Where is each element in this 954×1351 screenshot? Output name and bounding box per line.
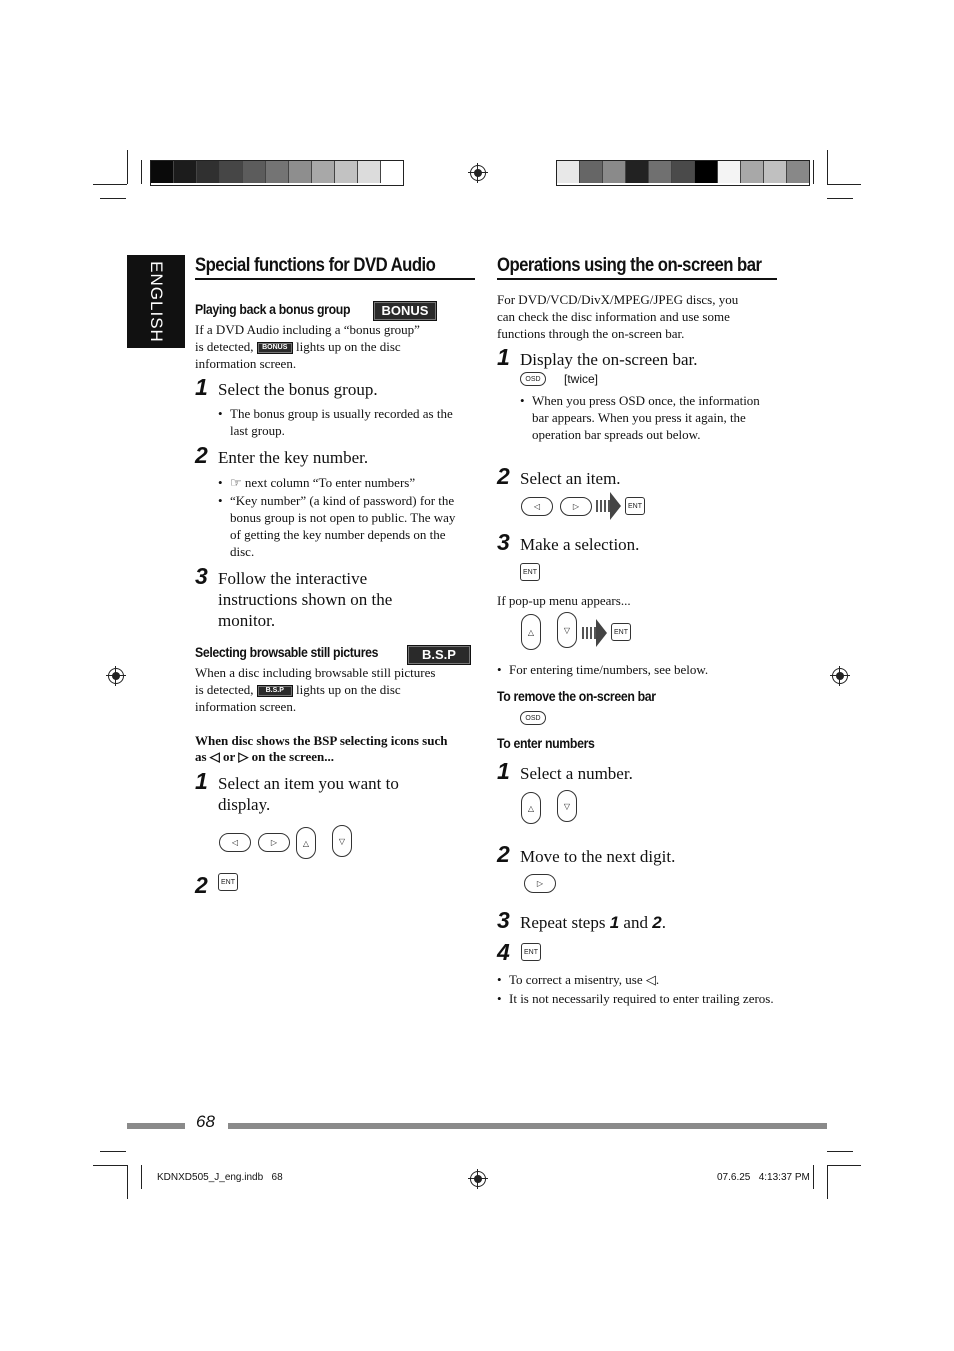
page-bar-right [228, 1123, 827, 1129]
left-key-icon: ◁ [521, 497, 553, 516]
step-number: 4 [497, 939, 510, 965]
down-key-icon: ▽ [332, 825, 352, 857]
step-text: Make a selection. [520, 535, 640, 554]
right-key-icon: ▷ [258, 833, 290, 852]
up-key-icon: △ [296, 827, 316, 859]
step-number: 1 [195, 374, 208, 400]
bullet-list [497, 661, 777, 678]
intro-paragraph: For DVD/VCD/DivX/MPEG/JPEG discs, you can check the disc information and use some functions through the on-screen bar. [497, 292, 739, 341]
down-key-icon: ▽ [557, 612, 577, 648]
bonus-paragraph: If a DVD Audio including a “bonus group” is detected, BONUS lights up on the disc information screen. [195, 322, 420, 371]
remove-bar-heading: To remove the on-screen bar [497, 688, 656, 704]
step-text: Select the bonus group. [218, 380, 378, 399]
list-item: • To correct a misentry, use ◁. [497, 971, 777, 988]
bullet-list [497, 971, 777, 1007]
step-text: Follow the interactive instructions shown on the monitor. [218, 569, 393, 630]
bonus-inline-badge: BONUS [257, 342, 293, 354]
language-tab [127, 255, 185, 348]
ent-key-icon: ENT [521, 943, 541, 961]
list-item: • For entering time/numbers, see below. [497, 661, 777, 678]
timestamp-slug: 07.6.25 4:13:37 PM [717, 1172, 810, 1183]
bonus-badge: BONUS [373, 301, 437, 321]
step-number: 2 [195, 442, 208, 468]
step-number: 1 [497, 758, 510, 784]
bsp-paragraph: When a disc including browsable still pictures is detected, B.S.P lights up on the disc information screen. [195, 665, 436, 714]
step-number: 3 [195, 563, 208, 589]
osd-key-icon: OSD [520, 372, 546, 386]
list-item: • The bonus group is usually recorded as the last group. [218, 405, 468, 439]
arrow-right-icon [582, 618, 608, 648]
list-item: • It is not necessarily required to enter trailing zeros. [497, 990, 777, 1007]
ent-key-icon: ENT [218, 873, 238, 891]
step-number: 1 [497, 344, 510, 370]
step-text: Move to the next digit. [520, 847, 676, 866]
popup-note: If pop-up menu appears... [497, 593, 631, 608]
section-title-on-screen-bar: Operations using the on-screen bar [497, 255, 762, 276]
bullet-list [520, 392, 776, 443]
step-text: Select an item. [520, 469, 621, 488]
left-key-icon: ◁ [219, 833, 251, 852]
right-key-icon: ▷ [560, 497, 592, 516]
bullet-list [218, 405, 468, 439]
up-key-icon: △ [521, 792, 541, 824]
registration-mark-icon [470, 165, 486, 181]
list-item: • ☞ next column “To enter numbers” [218, 474, 468, 491]
section-title-dvd-audio: Special functions for DVD Audio [195, 255, 436, 276]
step-number: 3 [497, 907, 510, 933]
list-item: • “Key number” (a kind of password) for the bonus group is not open to public. The way of getting the key number depends on the disc. [218, 492, 468, 560]
section-rule [195, 278, 475, 280]
up-key-icon: △ [521, 614, 541, 650]
twice-label: [twice] [564, 372, 599, 386]
bullet-list [218, 474, 468, 560]
color-bar-right [556, 160, 810, 186]
page-bar-left [127, 1123, 185, 1129]
step-text: Display the on-screen bar. [520, 350, 698, 369]
arrow-right-icon [596, 491, 622, 521]
step-number: 2 [195, 872, 208, 898]
color-bar-left [150, 160, 404, 186]
bsp-inline-badge: B.S.P [257, 685, 293, 697]
bsp-note: When disc shows the BSP selecting icons such as ◁ or ▷ on the screen... [195, 733, 448, 764]
right-key-icon: ▷ [524, 874, 556, 893]
step-number: 1 [195, 768, 208, 794]
registration-mark-icon [470, 1171, 486, 1187]
bonus-heading: Playing back a bonus group [195, 301, 351, 317]
step-number: 2 [497, 841, 510, 867]
section-rule [497, 278, 777, 280]
ent-key-icon: ENT [520, 563, 540, 581]
step-text: Enter the key number. [218, 448, 369, 467]
step-text: Repeat steps 1 and 2. [520, 913, 666, 932]
step-text: Select an item you want to display. [218, 774, 399, 814]
registration-mark-icon [108, 668, 124, 684]
page-number: 68 [196, 1112, 215, 1131]
step-number: 2 [497, 463, 510, 489]
ent-key-icon: ENT [625, 497, 645, 515]
enter-numbers-heading: To enter numbers [497, 735, 595, 751]
list-item: • When you press OSD once, the information bar appears. When you press it again, the operation bar spreads out below. [520, 392, 776, 443]
ent-key-icon: ENT [611, 623, 631, 641]
file-slug: KDNXD505_J_eng.indb 68 [157, 1172, 283, 1183]
registration-mark-icon [832, 668, 848, 684]
language-tab-label: ENGLISH [147, 260, 166, 343]
osd-key-icon: OSD [520, 711, 546, 725]
bsp-heading: Selecting browsable still pictures [195, 644, 379, 660]
step-text: Select a number. [520, 764, 633, 783]
bsp-badge: B.S.P [407, 645, 471, 665]
down-key-icon: ▽ [557, 790, 577, 822]
step-number: 3 [497, 529, 510, 555]
